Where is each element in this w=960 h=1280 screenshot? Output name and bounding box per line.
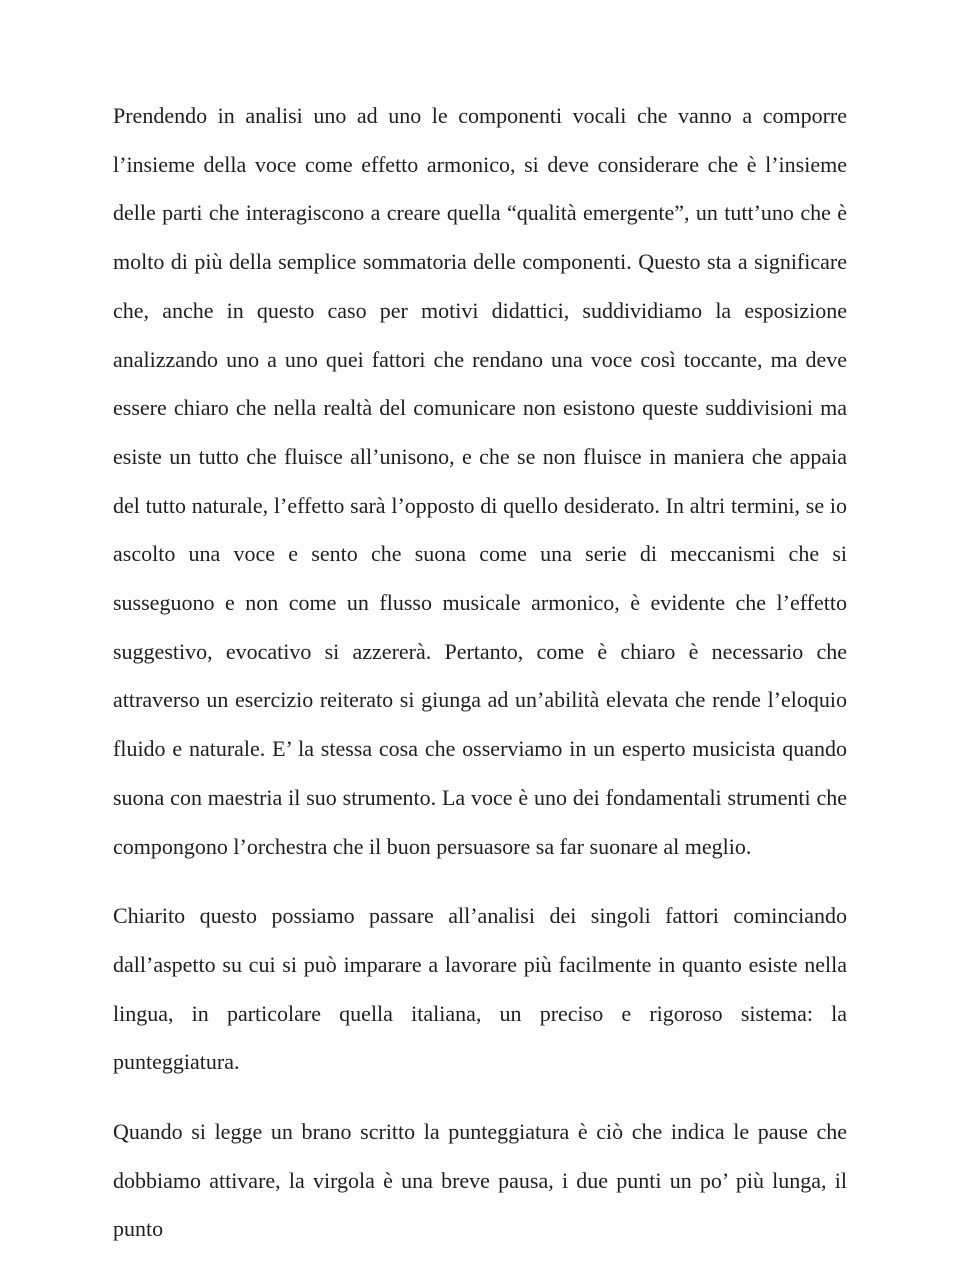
paragraph-2: Chiarito questo possiamo passare all’analisi dei singoli fattori cominciando dall’aspetto su cui si può imparare a lavorare più facilmente in quanto esiste nella lingua, in particolare quella italiana, un preciso e rigoroso sistema: la punteggiatura. <box>113 903 847 1075</box>
paragraph-3: Quando si legge un brano scritto la punteggiatura è ciò che indica le pause che dobbiamo attivare, la virgola è una breve pausa, i due punti un po’ più lunga, il punto <box>113 1119 847 1242</box>
paragraph-1: Prendendo in analisi uno ad uno le componenti vocali che vanno a comporre l’insieme della voce come effetto armonico, si deve considerare che è l’insieme delle parti che interagiscono a creare quella “qualità emergente”, un tutt’uno che è molto di più della semplice sommatoria delle componenti. Questo sta a significare che, anche in questo caso per motivi didattici, suddividiamo la esposizione analizzando uno a uno quei fattori che rendano una voce così toccante, ma deve essere chiaro che nella realtà del comunicare non esistono queste suddivisioni ma esiste un tutto che fluisce all’unisono, e che se non fluisce in maniera che appaia del tutto naturale, l’effetto sarà l’opposto di quello desiderato. In altri termini, se io ascolto una voce e sento che suona come una serie di meccanismi che si susseguono e non come un flusso musicale armonico, è evidente che l’effetto suggestivo, evocativo si azzererà. Pertanto, come è chiaro è necessario che attraverso un esercizio reiterato si giunga ad un’abilità elevata che rende l’eloquio fluido e naturale. E’ la stessa cosa che osserviamo in un esperto musicista quando suona con maestria il suo strumento. La voce è uno dei fondamentali strumenti che compongono l’orchestra che il buon persuasore sa far suonare al meglio. <box>113 103 847 859</box>
document-text-block <box>113 92 847 1254</box>
